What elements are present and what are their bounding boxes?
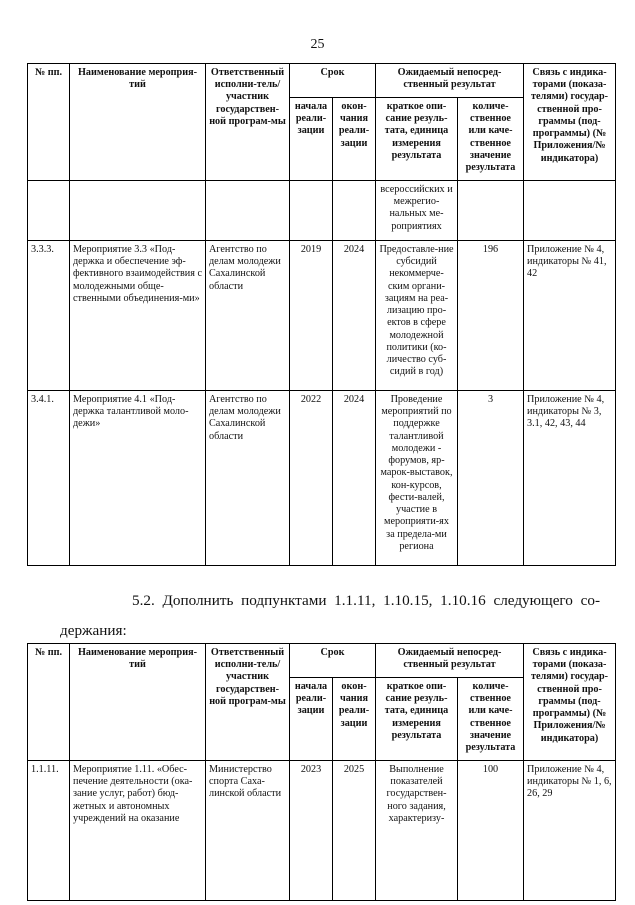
header-term-start: начала реали-зации <box>290 98 333 181</box>
row-num: 3.3.3. <box>28 241 70 391</box>
paragraph-line-1: 5.2. Дополнить подпунктами 1.1.11, 1.10.15, 1.10.16 следующего со- <box>132 592 600 609</box>
header-term: Срок <box>290 644 376 678</box>
header-term: Срок <box>290 64 376 98</box>
row-description: Предоставле-ние субсидий некоммерче-ским органи-зациям на реа-лизацию про-ектов в сфере молодежной политики (ко-личество суб-сидий в год) <box>376 241 458 391</box>
header-name: Наименование мероприя-тий <box>70 644 206 761</box>
header-result-value: количе-ственное или каче-ственное значение результата <box>458 98 524 181</box>
row-start: 2023 <box>290 761 333 901</box>
table-row <box>28 761 616 901</box>
row-value: 196 <box>458 241 524 391</box>
amendment-paragraph <box>60 586 600 646</box>
page-number: 25 <box>310 37 325 52</box>
row-description: Проведение мероприятий по поддержке талантливой молодежи - форумов, яр-марок-выставок, кон-курсов, фести-валей, участие в мероприяти-ях за предела-ми региона <box>376 391 458 566</box>
row-start: 2019 <box>290 241 333 391</box>
row-end: 2025 <box>333 761 376 901</box>
continuation-cell: всероссийских и межрегио-нальных ме-роприятиях <box>376 181 458 241</box>
header-result-short: краткое опи-сание резуль-тата, единица измерения результата <box>376 678 458 761</box>
header-result-short: краткое опи-сание резуль-тата, единица измерения результата <box>376 98 458 181</box>
row-responsible: Агентство по делам молодежи Сахалинской области <box>206 391 290 566</box>
header-link: Связь с индика-торами (показа-телями) государ-ственной про-граммы (под-программы) (№ Приложения/№ индикатора) <box>524 64 616 181</box>
row-num: 1.1.11. <box>28 761 70 901</box>
row-link: Приложение № 4, индикаторы № 3, 3.1, 42, 43, 44 <box>524 391 616 566</box>
row-name: Мероприятие 1.11. «Обес-печение деятельности (ока-зание услуг, работ) бюд-жетных и автономных учреждений на оказание <box>70 761 206 901</box>
header-term-end: окон-чания реали-зации <box>333 678 376 761</box>
paragraph-line-2: держания: <box>60 622 127 639</box>
row-num: 3.4.1. <box>28 391 70 566</box>
header-num: № пп. <box>28 64 70 181</box>
row-name: Мероприятие 3.3 «Под-держка и обеспечение эф-фективного взаимодействия с молодежными обще-ственными объединения-ми» <box>70 241 206 391</box>
row-link: Приложение № 4, индикаторы № 1, 6, 26, 29 <box>524 761 616 901</box>
header-result: Ожидаемый непосред-ственный результат <box>376 64 524 98</box>
row-value: 3 <box>458 391 524 566</box>
row-responsible: Министерство спорта Саха-линской области <box>206 761 290 901</box>
row-link: Приложение № 4, индикаторы № 41, 42 <box>524 241 616 391</box>
header-link: Связь с индика-торами (показа-телями) государ-ственной про-граммы (под-программы) (№ Приложения/№ индикатора) <box>524 644 616 761</box>
table-row <box>28 181 616 241</box>
activities-table-2 <box>27 643 616 901</box>
table-row <box>28 241 616 391</box>
header-num: № пп. <box>28 644 70 761</box>
row-start: 2022 <box>290 391 333 566</box>
row-description: Выполнение показателей государствен-ного задания, характеризу- <box>376 761 458 901</box>
activities-table-1 <box>27 63 616 566</box>
row-end: 2024 <box>333 391 376 566</box>
row-name: Мероприятие 4.1 «Под-держка талантливой моло-дежи» <box>70 391 206 566</box>
header-name: Наименование мероприя-тий <box>70 64 206 181</box>
header-term-end: окон-чания реали-зации <box>333 98 376 181</box>
row-responsible: Агентство по делам молодежи Сахалинской области <box>206 241 290 391</box>
header-result: Ожидаемый непосред-ственный результат <box>376 644 524 678</box>
row-value: 100 <box>458 761 524 901</box>
table-row <box>28 391 616 566</box>
header-responsible: Ответственный исполни-тель/участник государствен-ной програм-мы <box>206 644 290 761</box>
header-term-start: начала реали-зации <box>290 678 333 761</box>
header-result-value: количе-ственное или каче-ственное значение результата <box>458 678 524 761</box>
header-responsible: Ответственный исполни-тель/участник государствен-ной програм-мы <box>206 64 290 181</box>
row-end: 2024 <box>333 241 376 391</box>
